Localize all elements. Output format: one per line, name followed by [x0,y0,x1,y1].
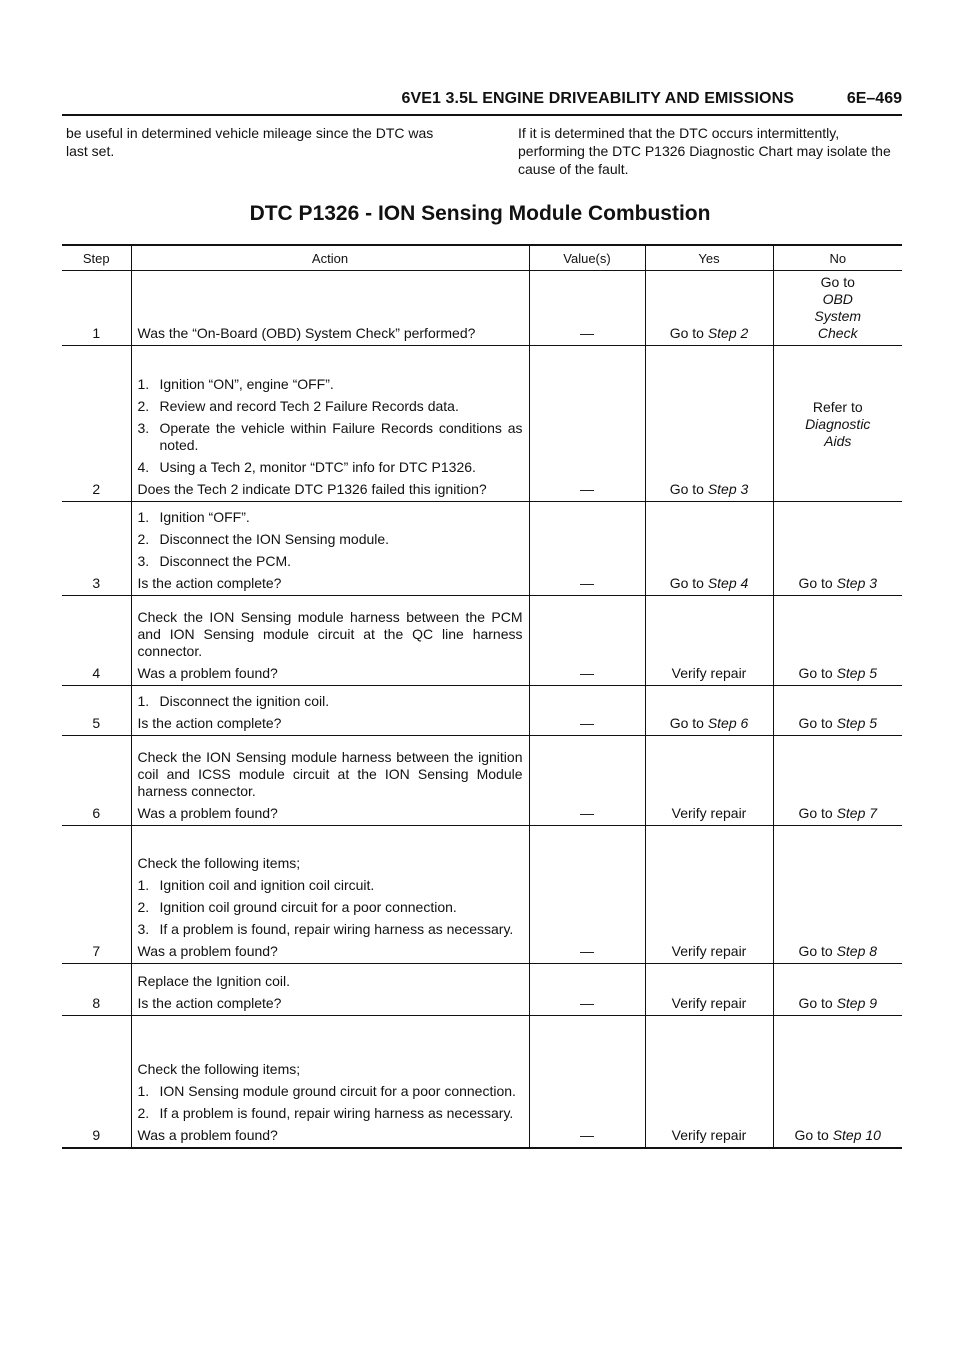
item-number: 3. [137,553,150,569]
table-row [62,826,902,964]
item-text: Ignition “ON”, engine “OFF”. [159,376,334,392]
no-action-text: Go to [798,575,837,591]
step-number: 4 [62,596,131,686]
item-text: Disconnect the PCM. [159,553,291,569]
action-numbered-item [138,509,523,526]
step-number: 2 [62,346,131,502]
action-numbered-item [138,1105,523,1122]
item-number: 3. [137,921,150,937]
page-header [62,86,902,116]
yes-cell [645,964,773,1016]
action-text: Is the action complete? [137,715,282,731]
step-number: 5 [62,686,131,736]
no-action-text: Go to [798,943,837,959]
action-text: Check the following items; [137,855,301,871]
intro-left-paragraph: be useful in determined vehicle mileage since the DTC was last set. [66,125,434,159]
yes-reference-link[interactable]: Step 4 [707,575,749,591]
item-number: 1. [137,376,150,392]
action-text: Does the Tech 2 indicate DTC P1326 failed this ignition? [137,481,487,497]
item-number: 1. [137,877,150,893]
action-cell [131,1016,529,1148]
item-number: 2. [137,1104,150,1121]
no-reference-link[interactable]: Step 10 [832,1126,881,1143]
action-cell [131,826,529,964]
table-row [62,964,902,1016]
action-numbered-item [138,553,523,570]
table-row [62,346,902,502]
item-text: Review and record Tech 2 Failure Records data. [159,398,459,414]
yes-reference-link[interactable]: Step 6 [707,715,749,731]
yes-cell [645,346,773,502]
item-text: Operate the vehicle within Failure Records conditions as noted. [159,420,523,453]
action-text: Was a problem found? [137,1126,278,1143]
yes-cell [645,1016,773,1148]
yes-cell [645,686,773,736]
action-text: Replace the Ignition coil. [137,973,291,989]
item-number: 2. [137,398,150,414]
action-cell [131,271,529,346]
step-number: 7 [62,826,131,964]
action-numbered-item [138,1083,523,1100]
action-text: Was a problem found? [137,665,278,681]
item-text: Ignition “OFF”. [159,509,250,525]
no-reference-link[interactable]: Step 7 [836,805,878,821]
no-cell [773,964,902,1016]
action-numbered-item [138,693,523,710]
item-number: 2. [137,899,150,915]
item-text: If a problem is found, repair wiring harness as necessary. [159,921,514,937]
value-cell: — [529,964,645,1016]
item-text: If a problem is found, repair wiring harness as necessary. [159,1104,514,1121]
action-cell [131,596,529,686]
no-cell [773,502,902,596]
item-text: Ignition coil and ignition coil circuit. [159,877,375,893]
table-row [62,1016,902,1148]
table-row [62,686,902,736]
yes-cell [645,736,773,826]
no-action-text: Go to [798,715,837,731]
action-numbered-item [138,398,523,415]
no-reference-link[interactable]: OBD System Check [814,291,862,341]
no-reference-link[interactable]: Diagnostic Aids [805,415,871,449]
yes-action-text: Verify repair [671,665,747,681]
step-number: 9 [62,1016,131,1148]
no-action-text: Go to [798,995,837,1011]
yes-action-text: Verify repair [671,805,747,821]
no-cell [773,346,902,502]
table-header-row [62,245,902,271]
action-text: Check the ION Sensing module harness between the PCM and ION Sensing module circuit at the QC line harness connector. [137,609,523,659]
value-cell: — [529,686,645,736]
yes-reference-link[interactable]: Step 3 [707,481,749,497]
action-numbered-item [138,459,523,476]
no-action-text: Go to [794,1126,833,1143]
no-action-text: Go to [798,665,837,681]
action-cell [131,736,529,826]
yes-cell [645,826,773,964]
no-reference-link[interactable]: Step 5 [836,665,878,681]
action-cell [131,964,529,1016]
table-row [62,596,902,686]
item-text: Disconnect the ignition coil. [159,693,330,709]
item-text: ION Sensing module ground circuit for a poor connection. [159,1082,516,1099]
no-action-text: Refer to [812,398,863,415]
value-cell: — [529,826,645,964]
table-row [62,736,902,826]
action-cell [131,346,529,502]
item-number: 4. [137,459,150,475]
action-numbered-item [138,376,523,393]
page-number: 6E–469 [846,90,902,107]
action-numbered-item [138,921,523,938]
intro-right-paragraph: If it is determined that the DTC occurs intermittently, performing the DTC P1326 Diagnostic Chart may isolate the cause of the fault. [518,125,891,177]
step-number: 8 [62,964,131,1016]
yes-cell [645,596,773,686]
yes-cell [645,271,773,346]
column-header-action: Action [131,245,529,271]
value-cell: — [529,1016,645,1148]
item-number: 1. [137,693,150,709]
diagnostic-table [62,244,902,1149]
yes-action-text: Go to [669,325,708,341]
column-header-values: Value(s) [529,245,645,271]
item-number: 1. [137,509,150,525]
action-text: Was the “On-Board (OBD) System Check” performed? [137,325,476,341]
action-text: Check the ION Sensing module harness between the ignition coil and ICSS module circuit at the ION Sensing Module harness connector. [137,749,523,799]
no-reference-link[interactable]: Step 8 [836,943,878,959]
action-text: Was a problem found? [137,943,278,959]
value-cell: — [529,502,645,596]
action-text: Is the action complete? [137,995,282,1011]
step-number: 3 [62,502,131,596]
yes-action-text: Go to [669,715,708,731]
no-cell [773,736,902,826]
yes-cell [645,502,773,596]
value-cell: — [529,271,645,346]
value-cell: — [529,346,645,502]
item-text: Using a Tech 2, monitor “DTC” info for DTC P1326. [159,459,476,475]
item-text: Ignition coil ground circuit for a poor connection. [159,899,457,915]
section-title: 6VE1 3.5L ENGINE DRIVEABILITY AND EMISSIONS [401,90,794,107]
no-cell [773,1016,902,1148]
value-cell: — [529,596,645,686]
column-header-no: No [773,245,902,271]
action-text: Was a problem found? [137,805,278,821]
no-reference-link[interactable]: Step 9 [836,995,878,1011]
no-cell [773,596,902,686]
action-numbered-item [138,531,523,548]
no-reference-link[interactable]: Step 5 [836,715,878,731]
no-cell [773,826,902,964]
step-number: 6 [62,736,131,826]
yes-action-text: Go to [669,481,708,497]
no-reference-link[interactable]: Step 3 [836,575,878,591]
action-cell [131,502,529,596]
no-action-text: Go to [820,274,855,290]
action-text: Is the action complete? [137,575,282,591]
yes-action-text: Verify repair [671,1126,747,1143]
column-header-yes: Yes [645,245,773,271]
no-action-text: Go to [798,805,837,821]
item-text: Disconnect the ION Sensing module. [159,531,390,547]
value-cell: — [529,736,645,826]
action-cell [131,686,529,736]
column-header-step: Step [62,245,131,271]
item-number: 1. [137,1082,150,1099]
table-row [62,502,902,596]
yes-action-text: Verify repair [671,943,747,959]
action-numbered-item [138,899,523,916]
table-row [62,271,902,346]
yes-action-text: Go to [669,575,708,591]
yes-action-text: Verify repair [671,995,747,1011]
action-numbered-item [138,877,523,894]
no-cell [773,271,902,346]
action-text: Check the following items; [137,1060,301,1077]
page-title: DTC P1326 - ION Sensing Module Combustion [249,202,711,225]
yes-reference-link[interactable]: Step 2 [707,325,749,341]
action-numbered-item [138,420,523,454]
no-cell [773,686,902,736]
item-number: 3. [137,420,150,436]
step-number: 1 [62,271,131,346]
item-number: 2. [137,531,150,547]
